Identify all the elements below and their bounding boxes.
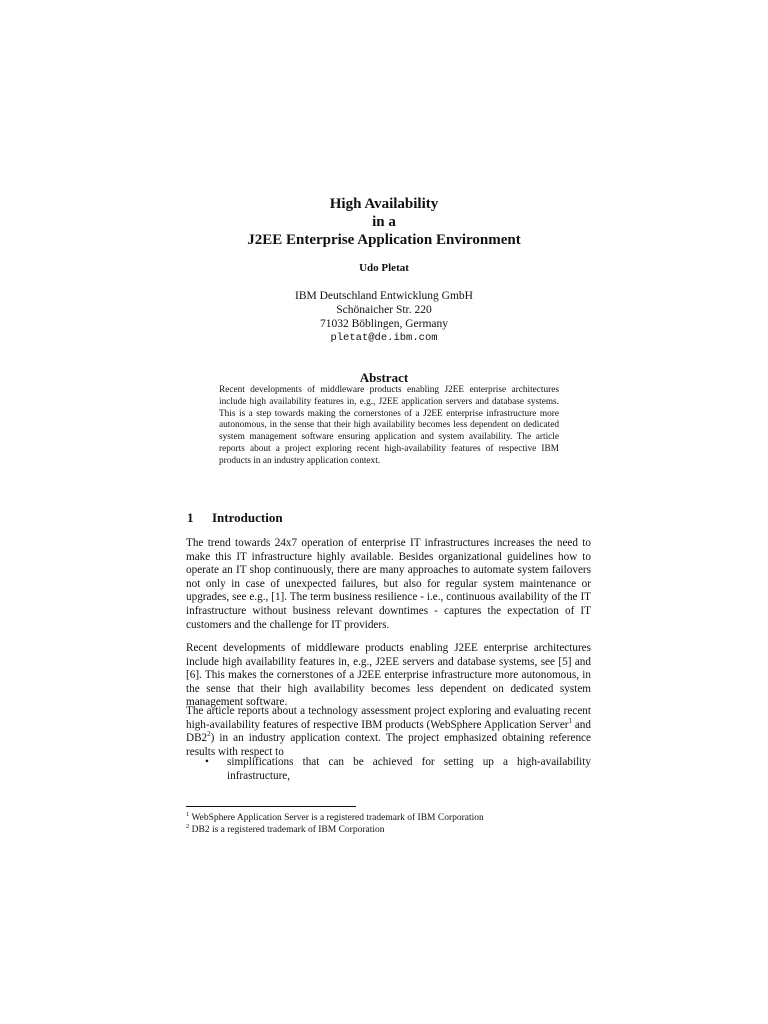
bullet-list: [186, 756, 591, 783]
footnote-mark: 2: [186, 822, 190, 830]
author-email: pletat@de.ibm.com: [330, 332, 438, 344]
title-line-3: J2EE Enterprise Application Environment: [247, 232, 521, 248]
footnotes: [186, 813, 606, 836]
paragraph-3: [186, 705, 591, 759]
footnote-divider: [186, 806, 356, 807]
affiliation-line-1: IBM Deutschland Entwicklung GmbH: [295, 290, 473, 302]
abstract-heading: Abstract: [359, 370, 409, 385]
affiliation-line-2: Schönaicher Str. 220: [336, 304, 432, 316]
affiliation: [0, 289, 768, 345]
paragraph-1: The trend towards 24x7 operation of enterprise IT infrastructures increases the need to make this IT infrastructure highly available. Besides organizational guidelines how to operate an IT shop continuously, there are many approaches to automate system failovers not only in case of unexpected failures, but also for regular system maintenance or upgrades, see e.g., [1]. The term business resilience - i.e., continuous availability of the IT infrastructure without business relevant downtimes - captures the expectation of IT customers and the challenge for IT providers.: [186, 537, 591, 631]
abstract-text: Recent developments of middleware products enabling J2EE enterprise architectures include high availability features in, e.g., J2EE application servers and database systems. This is a step towards making the cornerstones of a J2EE enterprise infrastructure more autonomous, in the sense that their high availability becomes less dependent on dedicated system management software ensuring application and system availability. The article reports about a project exploring recent high-availability features of respective IBM products in an industry application context.: [219, 385, 559, 466]
section-heading: [187, 510, 283, 526]
footnote-ref-2: 2: [207, 730, 211, 739]
title-line-1: High Availability: [329, 196, 439, 212]
footnote-ref-1: 1: [568, 716, 573, 725]
footnote-2: [186, 822, 606, 837]
paragraph-3-part-2: and DB2: [186, 718, 591, 745]
author-name: Udo Pletat: [359, 262, 409, 274]
list-item: [186, 756, 591, 783]
paragraph-2: Recent developments of middleware products enabling J2EE enterprise architectures include high availability features in, e.g., J2EE servers and database systems, see [5] and [6]. This makes the cornerstones of a J2EE enterprise infrastructure more autonomous, in the sense that their high availability becomes less dependent on dedicated system management software.: [186, 642, 591, 709]
section-number: 1: [187, 510, 194, 525]
list-item-text: simplifications that can be achieved for setting up a high-availability infrastructure,: [227, 756, 591, 782]
paper-title: [0, 195, 768, 249]
section-title: Introduction: [212, 510, 283, 525]
paragraph-3-part-1: The article reports about a technology assessment project exploring and evaluating recent high-availability features of respective IBM products (WebSphere Application Server: [186, 705, 591, 731]
footnote-text: DB2 is a registered trademark of IBM Corporation: [189, 824, 385, 835]
footnote-1: [186, 813, 606, 825]
footnote-text: WebSphere Application Server is a registered trademark of IBM Corporation: [189, 813, 484, 823]
title-line-2: in a: [372, 214, 396, 230]
affiliation-line-3: 71032 Böblingen, Germany: [319, 318, 449, 330]
bullet-icon: •: [205, 756, 209, 768]
paragraph-3-part-3: ) in an industry application context. The project emphasized obtaining reference results with respect to: [186, 732, 591, 758]
footnote-mark: 1: [186, 811, 190, 818]
